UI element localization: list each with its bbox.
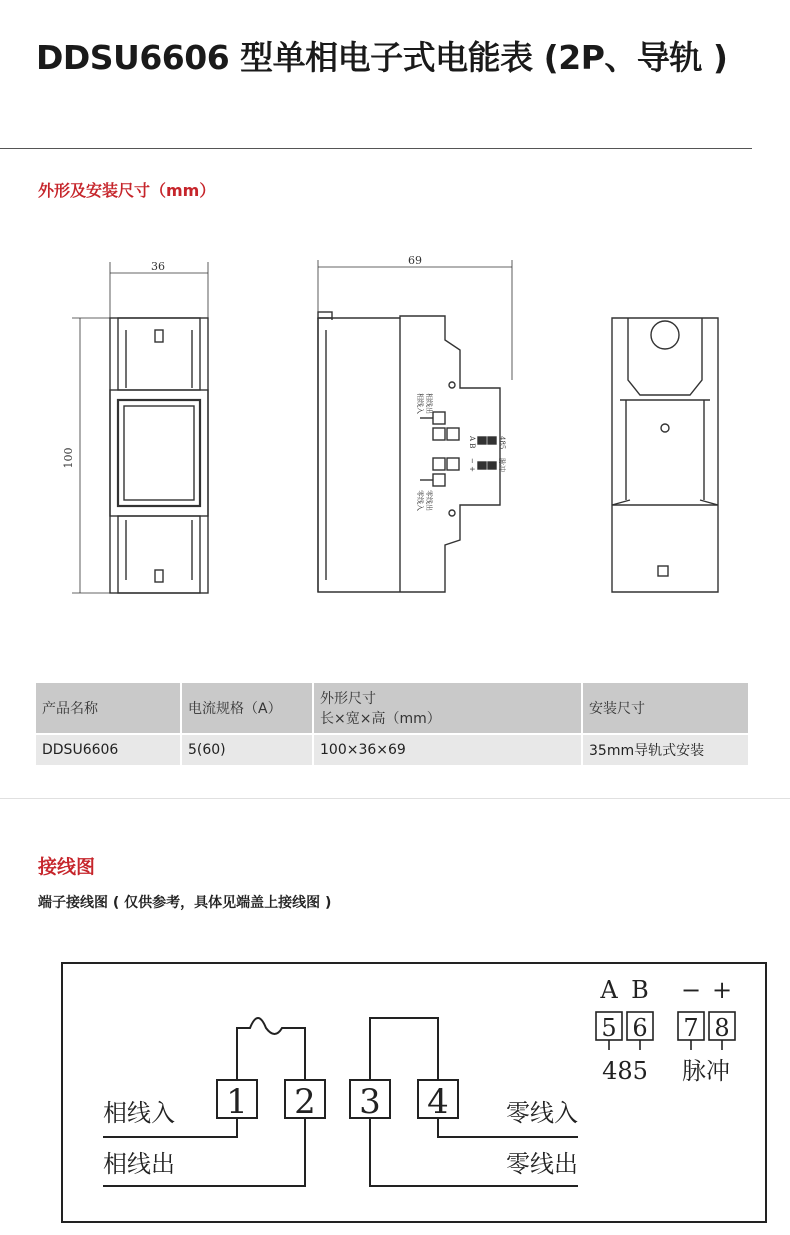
label-pulse: 脉冲: [682, 1057, 730, 1085]
cell-installation: 35mm导轨式安装: [582, 734, 749, 765]
side-view: [318, 260, 512, 592]
cell-dimensions: 100×36×69: [313, 734, 582, 765]
aux-terminal-6-label: 6: [632, 1014, 648, 1042]
header-dimensions-line1: 外形尺寸: [320, 691, 376, 707]
table-row: [36, 734, 749, 765]
header-installation: 安装尺寸: [582, 683, 749, 734]
depth-dimension-label: 69: [408, 254, 422, 267]
aux-terminal-5-label: 5: [601, 1014, 617, 1042]
aux-label-minus: −: [680, 976, 702, 1004]
front-view: [72, 262, 208, 593]
side-phase-in-label: 相线入: [416, 393, 424, 414]
side-neutral-out-label: 零线出: [425, 490, 433, 511]
cell-product-name: DDSU6606: [36, 734, 181, 765]
terminal-1-label: 1: [226, 1082, 248, 1122]
header-current-spec: 电流规格（A）: [181, 683, 313, 734]
aux-terminal-7-label: 7: [683, 1014, 699, 1042]
wiring-diagram: [0, 950, 790, 1235]
dimensions-section-title: 外形及安装尺寸（mm）: [38, 181, 216, 200]
wiring-subtitle: 端子接线图 ( 仅供参考，具体见端盖上接线图 ): [38, 895, 332, 911]
terminal-3-label: 3: [359, 1082, 381, 1122]
side-neutral-in-label: 零线入: [416, 490, 424, 511]
title-divider: [0, 148, 752, 149]
side-pulse-label: 脉冲: [498, 458, 506, 472]
phase-in-label: 相线入: [103, 1099, 175, 1127]
aux-label-a: A: [600, 976, 618, 1004]
side-pm-label: − +: [468, 458, 476, 472]
width-dimension-label: 36: [151, 260, 165, 273]
side-ab-label: A B: [468, 436, 476, 449]
header-dimensions: [313, 683, 582, 734]
spec-table: [36, 683, 750, 765]
phase-out-label: 相线出: [103, 1150, 175, 1178]
header-product-name: 产品名称: [36, 683, 181, 734]
terminal-4-label: 4: [427, 1082, 449, 1122]
dimension-drawing: [0, 240, 790, 610]
terminal-2-label: 2: [294, 1082, 316, 1122]
neutral-out-label: 零线出: [506, 1150, 578, 1178]
header-dimensions-line2: 长×宽×高（mm）: [320, 711, 441, 727]
cell-current-spec: 5(60): [181, 734, 313, 765]
spec-table-header-row: [36, 683, 749, 734]
section-divider: [0, 798, 790, 799]
side-485-label: 485: [498, 436, 506, 450]
aux-label-plus: +: [711, 976, 733, 1004]
aux-label-b: B: [631, 976, 649, 1004]
height-dimension-label: 100: [62, 447, 75, 469]
aux-terminal-8-label: 8: [714, 1014, 730, 1042]
rear-view: [612, 318, 718, 592]
neutral-in-label: 零线入: [506, 1099, 578, 1127]
wiring-section-title: 接线图: [38, 856, 96, 878]
label-485: 485: [602, 1057, 648, 1085]
side-phase-out-label: 相线出: [425, 393, 433, 414]
page-title: DDSU6606 型单相电子式电能表 (2P、导轨 ): [36, 38, 728, 77]
